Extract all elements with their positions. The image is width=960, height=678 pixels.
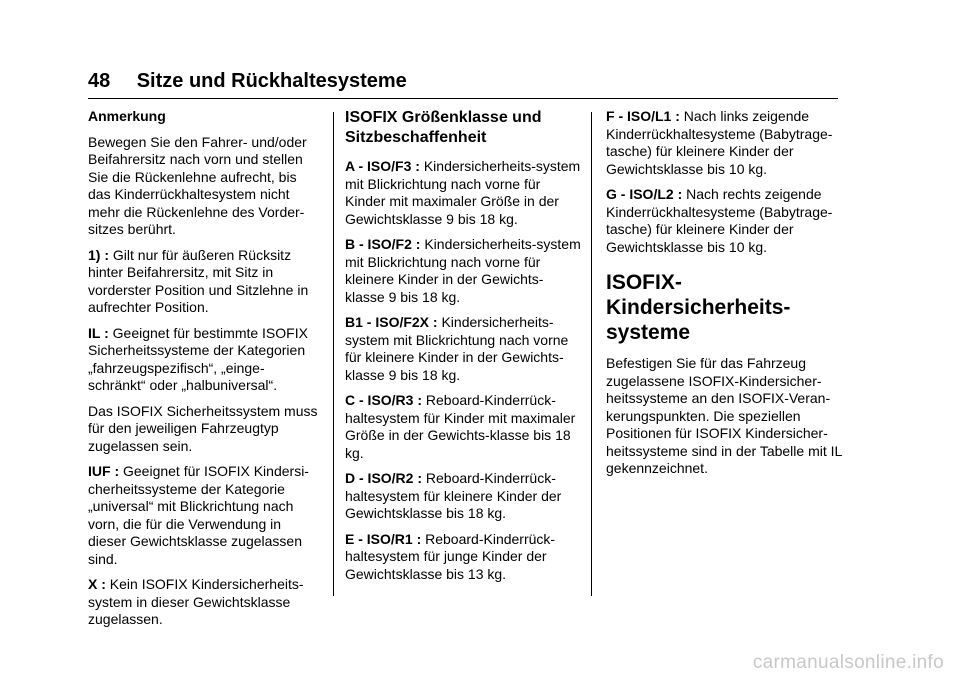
definition-term: D - ISO/R2 : (345, 470, 423, 486)
page-number: 48 (88, 70, 111, 92)
definition-term: IL : (88, 324, 109, 341)
definition-term: F - ISO/L1 : (606, 108, 680, 124)
definition-term: G - ISO/L2 : (606, 186, 683, 202)
definition-text: Kindersicherheits-system mit Blickrichtung nach vorne für Kinder mit maximaler Größe in der Gewichtsklasse 9 bis 18 kg. (345, 158, 581, 227)
watermark: carmanualsonline.info (752, 652, 944, 673)
definition-text: Nach links zeigende Kinderrückhaltesysteme (Babytrage-tasche) für kleinere Kinder der Gewichtsklasse bis 10 kg. (606, 108, 833, 177)
note-heading: Anmerkung (88, 108, 166, 124)
note-intro: Bewegen Sie den Fahrer- und/oder Beifahrersitz nach vorn und stellen Sie die Rückenlehne aufrecht, bis das Kinderrückhaltesystem nicht mehr die Rückenlehne des Vorder-sitzes berührt. (88, 133, 307, 237)
definition-text: Reboard-Kinderrück-haltesystem für kleinere Kinder der Gewichtsklasse bis 18 kg. (345, 470, 562, 521)
definition-term: B1 - ISO/F2X : (345, 314, 438, 330)
definition-term: E - ISO/R1 : (345, 530, 422, 547)
definition-text: Kein ISOFIX Kindersicherheits-system in dieser Gewichtsklasse zugelassen. (88, 576, 304, 627)
definition-item (345, 314, 583, 384)
section-body: Befestigen Sie für das Fahrzeug zugelassene ISOFIX-Kindersicher-heitssysteme an den ISOFIX-Veran-kerungspunkten. Die speziellen Positionen für ISOFIX Kindersicher-heitssysteme sind in der Tabelle mit IL gekennzeichnet. (606, 355, 842, 476)
definition-item (345, 392, 583, 462)
definition-item (345, 531, 583, 584)
page-title: Sitze und Rückhaltesysteme (136, 70, 407, 92)
definition-term: IUF : (88, 463, 120, 479)
definition-term: A - ISO/F3 : (345, 158, 420, 174)
definition-item (606, 186, 844, 256)
definition-text: Reboard-Kinderrück-haltesystem für junge Kinder der Gewichtsklasse bis 13 kg. (345, 530, 556, 582)
definition-text: Geeignet für bestimmte ISOFIX Sicherheitssysteme der Kategorien „fahrzeugspezifisch“, „einge-schränkt“ oder „halbuniversal“. (88, 324, 308, 393)
definition-item (345, 470, 583, 523)
definition-text: Reboard-Kinderrück-haltesystem für Kinder mit maximaler Größe in der Gewichts-klasse bis 18 kg. (345, 392, 576, 461)
column-divider-1 (333, 112, 334, 596)
header-divider (88, 98, 838, 99)
definition-item (88, 325, 320, 395)
column-3 (606, 108, 844, 486)
definition-item (345, 158, 583, 228)
definition-item (88, 403, 320, 456)
page-header (88, 70, 838, 93)
definition-text: Gilt nur für äußeren Rücksitz hinter Beifahrersitz, mit Sitz in vorderster Position und Sitzlehne in aufrechter Position. (88, 246, 309, 315)
definition-term: 1) : (88, 246, 109, 263)
definition-text: Kindersicherheits-system mit Blickrichtung nach vorne für kleinere Kinder in der Gewichts-klasse 9 bis 18 kg. (345, 236, 581, 305)
section-heading: ISOFIX Größenklasse und Sitzbeschaffenheit (345, 109, 542, 146)
definition-item (88, 576, 320, 629)
definition-text: Geeignet für ISOFIX Kindersi-cherheitssysteme der Kategorie „universal“ mit Blickrichtung nach vorn, die für die Verwendung in dieser Gewichtsklasse zugelassen sind. (88, 463, 309, 567)
definition-text: Nach rechts zeigende Kinderrückhaltesysteme (Babytrage-tasche) für kleinere Kinder der Gewichtsklasse bis 10 kg. (606, 186, 833, 255)
definition-text: Das ISOFIX Sicherheitssystem muss für den jeweiligen Fahrzeugtyp zugelassen sein. (88, 402, 318, 454)
definition-item (88, 247, 320, 317)
section-heading-large: ISOFIX-Kindersicherheits-systeme (606, 271, 791, 344)
definition-text: Kindersicherheits-system mit Blickrichtung nach vorne für kleinere Kinder in der Gewichts-klasse 9 bis 18 kg. (345, 314, 569, 383)
definition-item (606, 108, 844, 178)
definition-term: X : (88, 576, 106, 592)
column-2 (345, 108, 583, 591)
column-1 (88, 108, 320, 637)
column-divider-2 (591, 112, 592, 596)
definition-term: B - ISO/F2 : (345, 236, 421, 252)
definition-term: C - ISO/R3 : (345, 392, 423, 408)
definition-item (88, 463, 320, 568)
definition-item (345, 236, 583, 306)
